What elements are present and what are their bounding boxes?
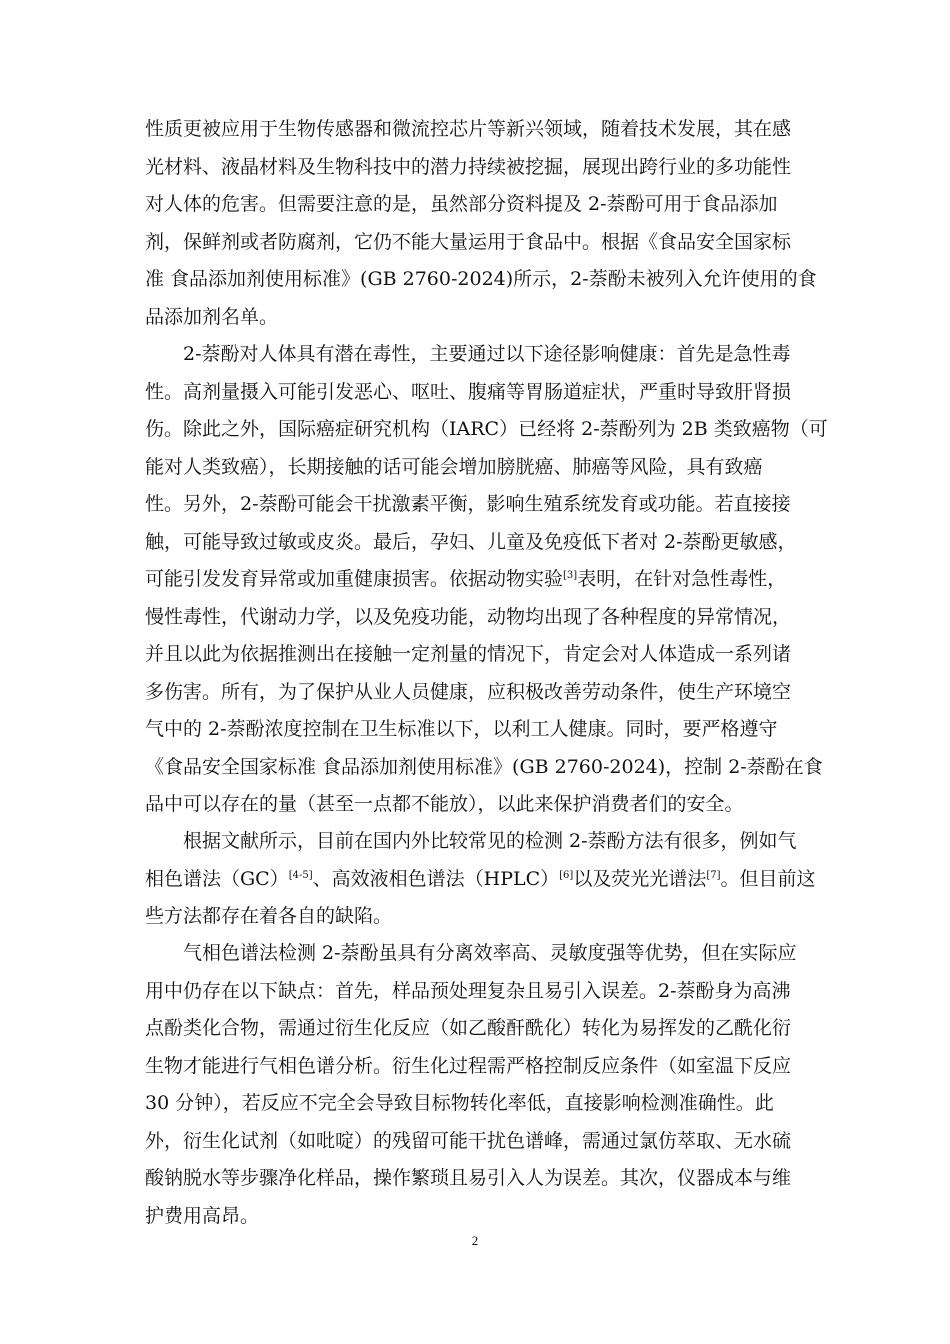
text-line: 性。另外，2-萘酚可能会干扰激素平衡，影响生殖系统发育或功能。若直接接 xyxy=(145,493,791,515)
text-line: 点酚类化合物，需通过衍生化反应（如乙酸酐酰化）转化为易挥发的乙酰化衍 xyxy=(145,1017,792,1039)
paragraph-continuation xyxy=(145,111,817,336)
text-segment: 以及荧光光谱法 xyxy=(573,867,707,890)
citation-ref: [6] xyxy=(559,869,574,881)
text-line: 慢性毒性，代谢动力学，以及免疫功能，动物均出现了各种程度的异常情况， xyxy=(145,605,792,628)
text-line: 品中可以存在的量（甚至一点都不能放），以此来保护消费者们的安全。 xyxy=(145,793,744,815)
text-line: 性。高剂量摄入可能引发恶心、呕吐、腹痛等胃肠道症状，严重时导致肝肾损 xyxy=(145,380,792,403)
page-number: 2 xyxy=(471,1233,479,1248)
text-line: 外，衍生化试剂（如吡啶）的残留可能干扰色谱峰，需通过氯仿萃取、无水硫 xyxy=(145,1129,792,1152)
text-line: 伤。除此之外，国际癌症研究机构（IARC）已经将 2-萘酚列为 2B 类致癌物（可 xyxy=(145,418,828,440)
text-line xyxy=(145,861,816,899)
text-line: 根据文献所示，目前在国内外比较常见的检测 2-萘酚方法有很多，例如气 xyxy=(183,830,797,852)
text-line: 能对人类致癌），长期接触的话可能会增加膀胱癌、肺癌等风险，具有致癌 xyxy=(145,455,763,478)
text-line: 并且以此为依据推测出在接触一定剂量的情况下，肯定会对人体造成一系列诸 xyxy=(145,643,792,665)
text-line: 些方法都存在着各自的缺陷。 xyxy=(145,905,393,927)
paragraph-toxicity xyxy=(145,336,828,824)
text-line: 护费用高昂。 xyxy=(145,1204,260,1227)
text-line: 酸钠脱水等步骤净化样品，操作繁琐且易引入人为误差。其次，仪器成本与维 xyxy=(145,1167,792,1189)
text-line: 品添加剂名单。 xyxy=(145,305,279,328)
text-line: 性质更被应用于生物传感器和微流控芯片等新兴领域，随着技术发展，其在感 xyxy=(145,118,792,140)
text-line: 光材料、液晶材料及生物科技中的潜力持续被挖掘，展现出跨行业的多功能性 xyxy=(145,155,792,178)
citation-ref: [4-5] xyxy=(288,869,313,881)
text-segment: 可能引发发育异常或加重健康损害。依据动物实验 xyxy=(145,568,564,590)
citation-ref: [3] xyxy=(563,570,578,581)
text-segment: 相色谱法（GC） xyxy=(145,867,289,890)
text-segment: 表明，在针对急性毒性， xyxy=(577,568,787,590)
text-line: 2-萘酚对人体具有潜在毒性，主要通过以下途径影响健康：首先是急性毒 xyxy=(183,343,791,365)
text-line: 对人体的危害。但需要注意的是，虽然部分资料提及 2-萘酚可用于食品添加 xyxy=(145,193,778,215)
paragraph-detection-methods xyxy=(145,823,816,936)
text-line: 剂，保鲜剂或者防腐剂，它仍不能大量运用于食品中。根据《食品安全国家标 xyxy=(145,230,792,253)
text-line xyxy=(145,561,807,599)
text-line: 生物才能进行气相色谱分析。衍生化过程需严格控制反应条件（如室温下反应 xyxy=(145,1054,792,1077)
text-line: 《食品安全国家标准 食品添加剂使用标准》(GB 2760-2024)，控制 2-萘酚在食 xyxy=(145,755,823,778)
citation-ref: [7] xyxy=(706,869,721,881)
text-line: 30 分钟），若反应不完全会导致目标物转化率低，直接影响检测准确性。此 xyxy=(145,1092,774,1114)
text-segment: 、高效液相色谱法（HPLC） xyxy=(312,867,560,890)
text-line: 触，可能导致过敏或皮炎。最后，孕妇、儿童及免疫低下者对 2-萘酚更敏感， xyxy=(145,530,797,553)
text-segment: 。但目前这 xyxy=(720,867,816,890)
paragraph-gc-drawbacks xyxy=(145,935,807,1235)
text-line: 气相色谱法检测 2-萘酚虽具有分离效率高、灵敏度强等优势，但在实际应 xyxy=(183,942,797,964)
text-line: 准 食品添加剂使用标准》(GB 2760-2024)所示，2-萘酚未被列入允许使用的食 xyxy=(145,268,817,290)
text-line: 气中的 2-萘酚浓度控制在卫生标准以下，以利工人健康。同时，要严格遵守 xyxy=(145,718,778,740)
text-line: 用中仍存在以下缺点：首先，样品预处理复杂且易引入误差。2-萘酚身为高沸 xyxy=(145,979,791,1002)
text-line: 多伤害。所有，为了保护从业人员健康，应积极改善劳动条件，使生产环境空 xyxy=(145,680,792,703)
